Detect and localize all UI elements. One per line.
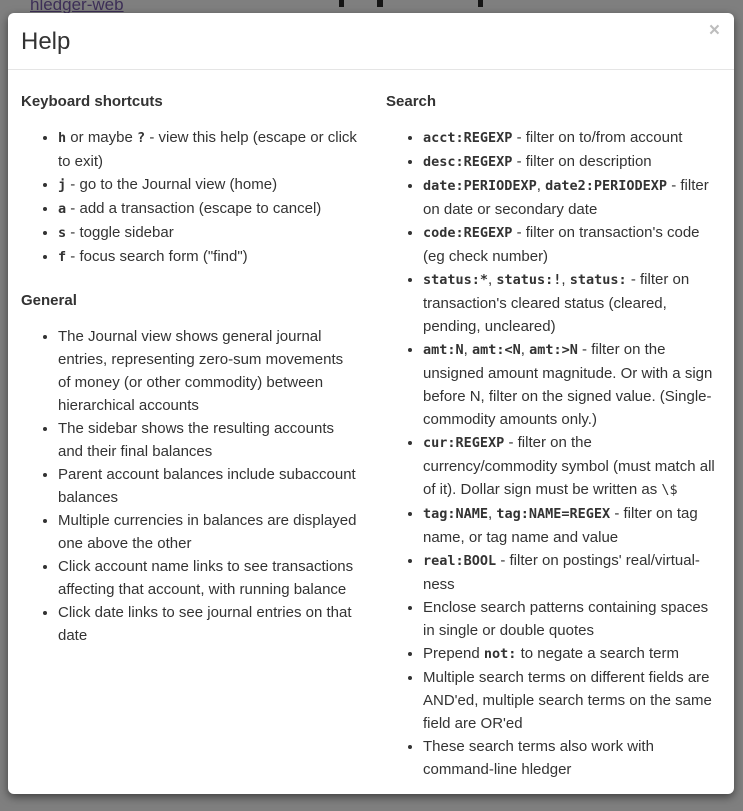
help-list	[21, 126, 359, 269]
code-term: amt:<N	[471, 342, 521, 358]
help-list-item: • date:PERIODEXP, date2:PERIODEXP - filter on date or secondary date	[423, 174, 719, 221]
code-term: real:BOOL	[423, 553, 497, 569]
help-list-item: • acct:REGEXP - filter on to/from account	[423, 126, 719, 150]
help-modal	[8, 13, 734, 794]
help-list-item: • amt:N, amt:<N, amt:>N - filter on the unsigned amount magnitude. Or with a sign before N, filter on the signed value. (Single-commodity amounts only.)	[423, 338, 719, 431]
code-term: cur:REGEXP	[423, 435, 505, 451]
code-term: amt:N	[423, 342, 464, 358]
section-heading: Keyboard shortcuts	[21, 93, 163, 110]
help-list-item: • code:REGEXP - filter on transaction's code (eg check number)	[423, 221, 719, 268]
code-term: code:REGEXP	[423, 225, 513, 241]
code-term: status:!	[496, 272, 562, 288]
help-list-item: • Click account name links to see transactions affecting that account, with running balance	[58, 555, 359, 601]
help-list-item: • a - add a transaction (escape to cancel)	[58, 197, 359, 221]
code-term: \$	[661, 482, 678, 498]
code-term: amt:>N	[529, 342, 578, 358]
code-term: not:	[483, 646, 517, 662]
code-term: status:	[569, 272, 627, 288]
close-icon[interactable]: ×	[708, 20, 720, 41]
code-term: a	[58, 201, 67, 217]
help-list-item: • The sidebar shows the resulting accounts and their final balances	[58, 417, 359, 463]
help-list-item: • Click date links to see journal entries on that date	[58, 601, 359, 647]
help-list-item: • tag:NAME, tag:NAME=REGEX - filter on tag name, or tag name and value	[423, 502, 719, 549]
help-list-item: • h or maybe ? - view this help (escape or click to exit)	[58, 126, 359, 173]
code-term: status:*	[423, 272, 489, 288]
code-term: h	[58, 130, 67, 146]
code-term: s	[58, 225, 67, 241]
help-list-item: • s - toggle sidebar	[58, 221, 359, 245]
code-term: date:PERIODEXP	[423, 178, 537, 194]
code-term: tag:NAME	[423, 506, 489, 522]
help-list-item: • desc:REGEXP - filter on description	[423, 150, 719, 174]
help-list-item: • j - go to the Journal view (home)	[58, 173, 359, 197]
help-list	[386, 126, 719, 781]
code-term: desc:REGEXP	[423, 154, 513, 170]
code-term: j	[58, 177, 67, 193]
section-heading: General	[21, 292, 77, 309]
code-term: tag:NAME=REGEX	[496, 506, 611, 522]
help-column-right	[371, 90, 721, 791]
help-column-left	[21, 90, 371, 791]
help-list-item: • Parent account balances include subaccount balances	[58, 463, 359, 509]
code-term: date2:PERIODEXP	[545, 178, 668, 194]
help-list-item: • The Journal view shows general journal entries, representing zero-sum movements of money (or other commodity) between hierarchical accounts	[58, 325, 359, 417]
help-list-item: • These search terms also work with command-line hledger	[423, 735, 719, 781]
modal-header	[8, 13, 734, 70]
code-term: f	[58, 249, 67, 265]
help-list-item: • Multiple search terms on different fields are AND'ed, multiple search terms on the same field are OR'ed	[423, 666, 719, 735]
help-list-item: • status:*, status:!, status: - filter on transaction's cleared status (cleared, pending, uncleared)	[423, 268, 719, 338]
modal-title: Help	[21, 28, 71, 55]
help-list	[21, 325, 359, 647]
help-list-item: • cur:REGEXP - filter on the currency/commodity symbol (must match all of it). Dollar sign must be written as \$	[423, 431, 719, 502]
code-term: ?	[137, 130, 146, 146]
modal-body	[8, 70, 734, 794]
code-term: acct:REGEXP	[423, 130, 513, 146]
help-list-item: • Multiple currencies in balances are displayed one above the other	[58, 509, 359, 555]
help-list-item: • real:BOOL - filter on postings' real/virtual-ness	[423, 549, 719, 596]
section-heading: Search	[386, 93, 437, 110]
help-list-item: • f - focus search form ("find")	[58, 245, 359, 269]
help-list-item: • Prepend not: to negate a search term	[423, 642, 719, 666]
help-list-item: • Enclose search patterns containing spaces in single or double quotes	[423, 596, 719, 642]
